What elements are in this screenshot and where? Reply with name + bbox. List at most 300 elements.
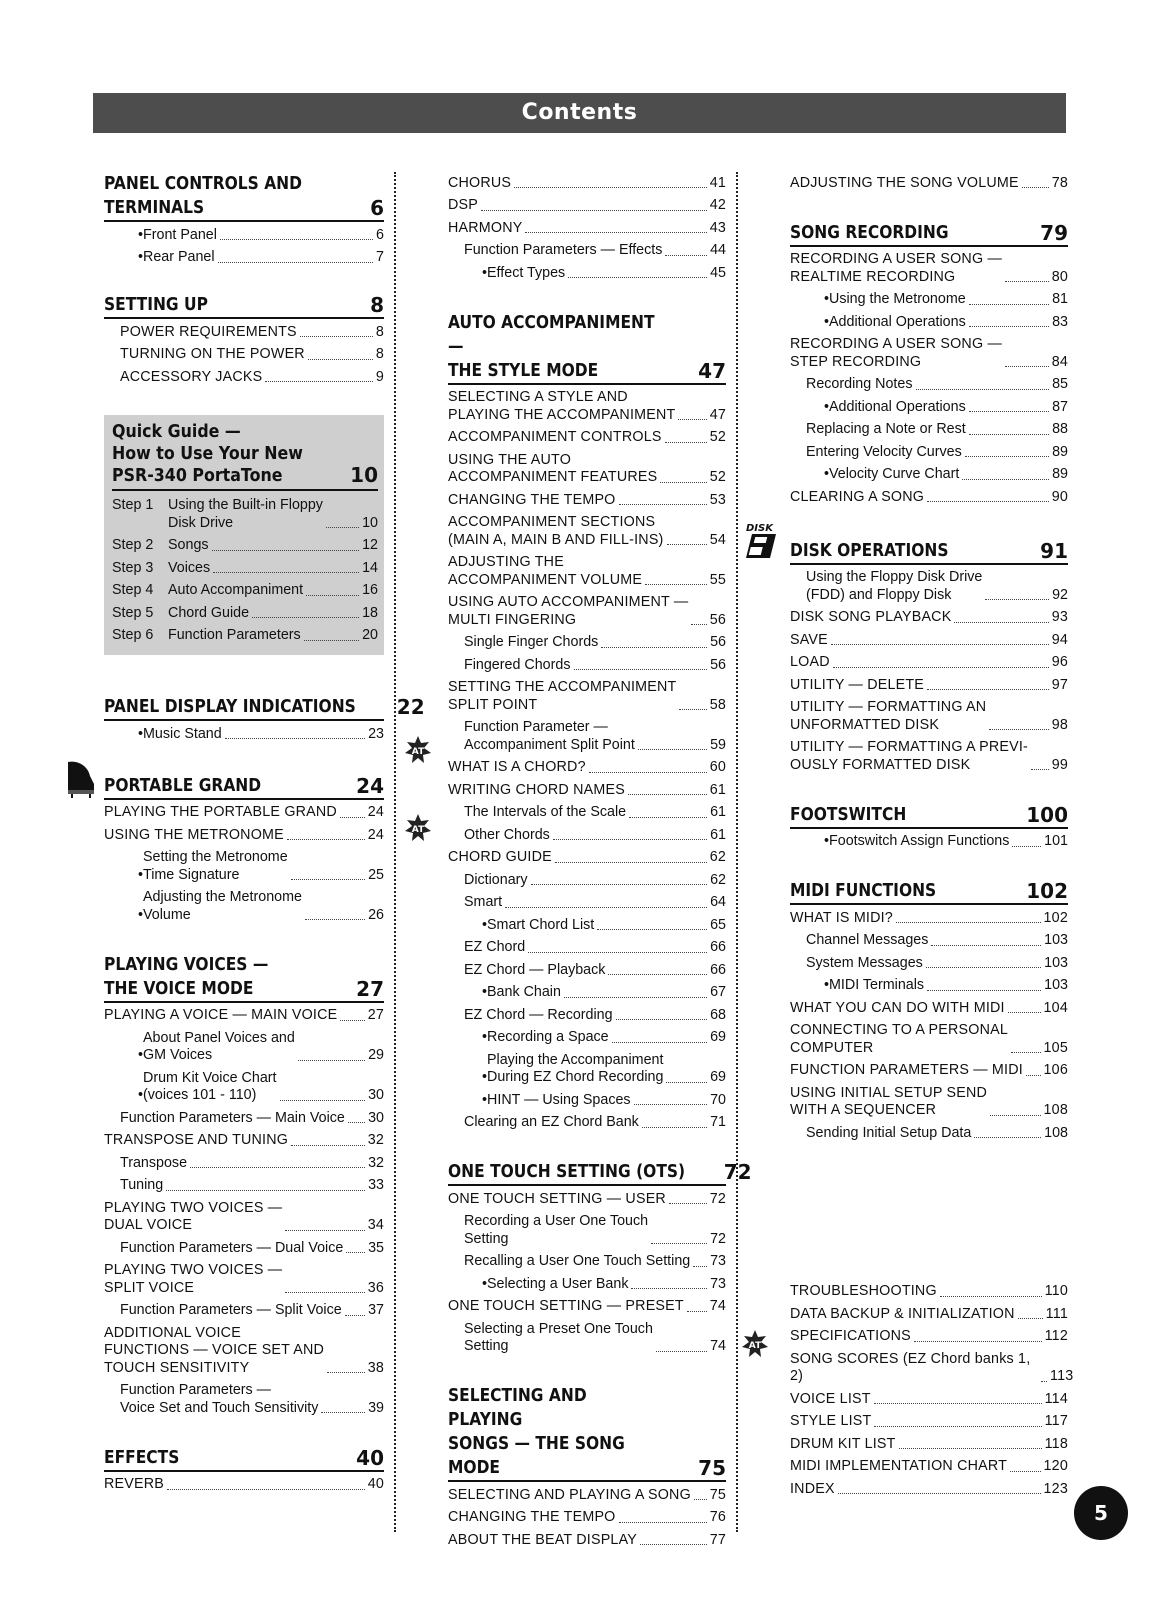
- dot-leader: [1041, 1381, 1047, 1382]
- toc-entry-label: • Playing the Accompaniment During EZ Chord Recording: [487, 1051, 664, 1085]
- section-heading[interactable]: FOOTSWITCH 100: [790, 802, 1068, 827]
- toc-entry[interactable]: [104, 1005, 384, 1028]
- toc-entry-page: 60: [709, 759, 726, 775]
- toc-entry[interactable]: [104, 1260, 384, 1300]
- section-heading[interactable]: PORTABLE GRAND 24: [104, 773, 384, 798]
- toc-entry[interactable]: [104, 1175, 384, 1198]
- toc-entry[interactable]: [104, 1300, 384, 1323]
- step-label: Songs: [168, 537, 209, 553]
- dot-leader: [678, 419, 706, 420]
- dot-leader: [669, 1203, 707, 1204]
- toc-entry[interactable]: [104, 847, 384, 887]
- toc-entry[interactable]: [790, 652, 1068, 675]
- toc-entry[interactable]: [104, 1474, 384, 1497]
- toc-entry-page: 42: [709, 197, 726, 213]
- toc-entry[interactable]: [448, 1004, 726, 1027]
- toc-entry[interactable]: [448, 1529, 726, 1552]
- toc-entry[interactable]: [104, 1322, 384, 1380]
- toc-entry[interactable]: [790, 1348, 1074, 1388]
- toc-entry-label: SELECTING A STYLE AND PLAYING THE ACCOMPANIMENT: [448, 389, 676, 423]
- dot-leader: [838, 1493, 1041, 1494]
- toc-entry[interactable]: [448, 779, 726, 802]
- toc-entry[interactable]: [790, 1122, 1068, 1145]
- dot-leader: [291, 879, 365, 880]
- toc-entry[interactable]: [790, 1326, 1068, 1349]
- toc-entry[interactable]: [104, 1197, 384, 1237]
- toc-entry[interactable]: [448, 1211, 726, 1251]
- toc-entry[interactable]: [790, 607, 1068, 630]
- toc-entry-page: 38: [367, 1359, 384, 1376]
- quick-guide-step[interactable]: [112, 580, 378, 603]
- toc-entry[interactable]: [448, 914, 726, 937]
- dot-leader: [564, 997, 707, 998]
- toc-entry-label: • Front Panel: [143, 226, 217, 243]
- toc-entry-label: PLAYING A VOICE — MAIN VOICE: [104, 1007, 338, 1023]
- toc-entry-page: 75: [709, 1486, 726, 1503]
- dot-leader: [305, 919, 365, 920]
- toc-entry-label: ACCESSORY JACKS: [120, 368, 263, 385]
- toc-entry-label: PLAYING TWO VOICES — SPLIT VOICE: [104, 1262, 283, 1296]
- toc-entry-page: 56: [709, 611, 726, 628]
- dot-leader: [619, 504, 707, 505]
- dot-leader: [927, 990, 1041, 991]
- toc-entry[interactable]: [790, 629, 1068, 652]
- toc-entry-page: 67: [710, 984, 726, 1000]
- dot-leader: [899, 1448, 1042, 1449]
- toc-entry[interactable]: [448, 427, 726, 450]
- dot-leader: [679, 709, 706, 710]
- toc-entry[interactable]: [448, 1112, 726, 1135]
- toc-entry[interactable]: [448, 1507, 726, 1530]
- toc-entry[interactable]: [790, 737, 1068, 777]
- toc-entry[interactable]: [104, 344, 384, 367]
- toc-entry-page: 98: [1051, 716, 1068, 733]
- dot-leader: [969, 304, 1049, 305]
- toc-entry[interactable]: [104, 824, 384, 847]
- toc-entry-label: Sending Initial Setup Data: [806, 1124, 972, 1141]
- toc-entry-page: 101: [1044, 833, 1068, 849]
- toc-entry-label: DSP: [448, 197, 478, 213]
- toc-entry[interactable]: [790, 975, 1068, 998]
- dot-leader: [601, 647, 707, 648]
- toc-entry-page: 94: [1051, 631, 1068, 648]
- toc-column-3: [790, 172, 1074, 1501]
- toc-entry[interactable]: [790, 930, 1068, 953]
- toc-entry[interactable]: [790, 1060, 1068, 1083]
- dot-leader: [285, 1230, 364, 1231]
- toc-entry-label: Replacing a Note or Rest: [806, 421, 966, 437]
- toc-entry-page: 110: [1044, 1283, 1068, 1299]
- toc-entry[interactable]: [790, 486, 1068, 509]
- toc-entry[interactable]: [448, 1188, 726, 1211]
- toc-entry-label: CONNECTING TO A PERSONAL COMPUTER: [790, 1022, 1008, 1056]
- toc-entry[interactable]: [448, 1273, 726, 1296]
- dot-leader: [1018, 1318, 1043, 1319]
- toc-entry[interactable]: [790, 172, 1068, 195]
- chord-hint-icon: [403, 812, 433, 846]
- dot-leader: [969, 411, 1049, 412]
- toc-entry-label: CHORD GUIDE: [448, 849, 552, 865]
- disk-icon: DISK: [746, 524, 782, 558]
- toc-entry[interactable]: [448, 552, 726, 592]
- dot-leader: [619, 1522, 707, 1523]
- dot-leader: [345, 1315, 365, 1316]
- quick-guide-step[interactable]: [112, 625, 378, 648]
- toc-entry[interactable]: [790, 952, 1068, 975]
- section-heading[interactable]: SETTING UP 8: [104, 293, 384, 317]
- toc-entry-page: 97: [1051, 676, 1068, 693]
- dot-leader: [525, 232, 706, 233]
- toc-entry[interactable]: [448, 654, 726, 677]
- toc-entry[interactable]: [790, 334, 1068, 374]
- toc-entry-page: 9: [375, 368, 384, 385]
- toc-entry-page: 103: [1044, 954, 1068, 971]
- step-page: 10: [362, 514, 378, 531]
- step-number: Step 4: [112, 582, 154, 598]
- toc-entry-label: PLAYING THE PORTABLE GRAND: [104, 804, 337, 820]
- toc-entry-label: WHAT YOU CAN DO WITH MIDI: [790, 999, 1005, 1016]
- section-heading[interactable]: SELECTING AND PLAYING SONGS — THE SONG MODE 75: [448, 1385, 726, 1480]
- dot-leader: [831, 644, 1049, 645]
- toc-entry-label: REVERB: [104, 1476, 164, 1492]
- toc-entry-label: Function Parameters — Voice Set and Touch Sensitivity: [120, 1382, 319, 1416]
- toc-entry[interactable]: [790, 1411, 1068, 1434]
- toc-entry[interactable]: [104, 224, 384, 247]
- toc-entry[interactable]: [448, 677, 726, 717]
- section-heading[interactable]: PLAYING VOICES — THE VOICE MODE 27: [104, 953, 384, 1001]
- toc-entry-page: 92: [1052, 586, 1068, 603]
- toc-entry[interactable]: [448, 262, 726, 285]
- toc-entry[interactable]: [448, 1318, 726, 1358]
- toc-entry-page: 7: [376, 249, 384, 265]
- dot-leader: [220, 239, 373, 240]
- toc-entry[interactable]: [790, 1388, 1068, 1411]
- toc-entry-page: 43: [709, 219, 726, 236]
- toc-entry[interactable]: [104, 723, 384, 746]
- dot-leader: [265, 381, 373, 382]
- toc-entry-page: 53: [709, 491, 726, 508]
- dot-leader: [874, 1426, 1041, 1427]
- toc-entry-label: HARMONY: [448, 219, 523, 236]
- toc-entry-label: USING THE AUTO ACCOMPANIMENT FEATURES: [448, 451, 658, 485]
- toc-entry[interactable]: [448, 512, 726, 552]
- toc-entry[interactable]: [790, 831, 1068, 854]
- toc-entry-label: DISK SONG PLAYBACK: [790, 609, 952, 625]
- toc-entry[interactable]: [448, 1027, 726, 1050]
- toc-entry-label: Function Parameters — Dual Voice: [120, 1239, 344, 1256]
- step-page: 12: [362, 537, 378, 553]
- toc-entry-label: RECORDING A USER SONG — REALTIME RECORDING: [790, 251, 1002, 285]
- toc-entry[interactable]: [448, 802, 726, 825]
- toc-entry[interactable]: [790, 396, 1068, 419]
- toc-entry[interactable]: [790, 1303, 1068, 1326]
- toc-entry-page: 85: [1052, 376, 1068, 392]
- toc-entry-page: 68: [710, 1006, 726, 1023]
- toc-entry[interactable]: [448, 592, 726, 632]
- toc-entry-page: 74: [709, 1298, 726, 1314]
- toc-entry-label: TURNING ON THE POWER: [120, 346, 305, 362]
- section-heading[interactable]: ONE TOUCH SETTING (OTS) 72: [448, 1160, 752, 1184]
- toc-entry-label: • Additional Operations: [829, 313, 966, 330]
- toc-entry[interactable]: [104, 887, 384, 927]
- dot-leader: [505, 907, 707, 908]
- dot-leader: [304, 640, 359, 641]
- section-heading[interactable]: SONG RECORDING 79: [790, 220, 1068, 245]
- toc-entry[interactable]: [448, 892, 726, 915]
- toc-entry-label: SONG SCORES (EZ Chord banks 1, 2): [790, 1350, 1031, 1384]
- toc-entry-label: Transpose: [120, 1154, 188, 1171]
- toc-entry-label: Recording a User One Touch Setting: [464, 1213, 649, 1247]
- toc-entry-label: Clearing an EZ Chord Bank: [464, 1114, 639, 1130]
- dot-leader: [481, 210, 707, 211]
- toc-column-1: [104, 172, 425, 1496]
- dot-leader: [218, 262, 374, 263]
- toc-entry-page: 66: [710, 961, 726, 978]
- toc-entry[interactable]: [448, 240, 726, 263]
- dot-leader: [640, 1544, 707, 1545]
- dot-leader: [954, 622, 1048, 623]
- toc-entry-page: 71: [710, 1114, 726, 1130]
- section-heading[interactable]: PANEL CONTROLS AND TERMINALS 6: [104, 173, 384, 220]
- toc-entry-page: 69: [710, 1029, 726, 1045]
- step-label: Voices: [168, 559, 211, 576]
- toc-entry[interactable]: [790, 697, 1068, 737]
- toc-entry[interactable]: [448, 1296, 726, 1319]
- step-label: Auto Accompaniment: [168, 582, 304, 598]
- toc-entry-page: 54: [709, 531, 726, 548]
- toc-entry-page: 45: [710, 264, 726, 281]
- toc-entry[interactable]: [790, 464, 1068, 487]
- dot-leader: [969, 434, 1049, 435]
- toc-entry[interactable]: [790, 1478, 1068, 1501]
- toc-entry[interactable]: [790, 374, 1068, 397]
- step-number: Step 2: [112, 537, 154, 553]
- dot-leader: [212, 550, 360, 551]
- toc-entry-label: Function Parameters — Split Voice: [120, 1302, 342, 1318]
- dot-leader: [298, 1060, 365, 1061]
- toc-entry[interactable]: [790, 567, 1068, 607]
- toc-entry-label: • Using the Metronome: [829, 291, 966, 307]
- dot-leader: [896, 922, 1041, 923]
- piano-icon: [64, 760, 98, 798]
- toc-column-2: [448, 172, 752, 1552]
- toc-entry-page: 6: [376, 226, 384, 243]
- toc-entry[interactable]: [448, 172, 726, 195]
- toc-entry[interactable]: [790, 997, 1068, 1020]
- dot-leader: [693, 1266, 707, 1267]
- toc-entry[interactable]: [448, 449, 726, 489]
- toc-entry[interactable]: [448, 717, 726, 757]
- toc-entry-page: 34: [367, 1217, 384, 1233]
- toc-entry-label: PLAYING TWO VOICES — DUAL VOICE: [104, 1199, 283, 1233]
- toc-entry[interactable]: [104, 1130, 384, 1153]
- toc-entry-page: 52: [709, 429, 726, 445]
- toc-entry[interactable]: [104, 1152, 384, 1175]
- toc-entry-label: Entering Velocity Curves: [806, 443, 962, 460]
- toc-entry-page: 62: [710, 871, 726, 888]
- toc-entry-page: 118: [1044, 1435, 1068, 1452]
- toc-entry-label: CLEARING A SONG: [790, 488, 925, 505]
- toc-entry[interactable]: [448, 387, 726, 427]
- toc-entry[interactable]: [448, 869, 726, 892]
- toc-entry[interactable]: [448, 824, 726, 847]
- toc-entry[interactable]: [104, 1380, 384, 1420]
- toc-entry-label: ADDITIONAL VOICE FUNCTIONS — VOICE SET AND TOUCH SENSITIVITY: [104, 1324, 325, 1376]
- toc-entry[interactable]: [448, 195, 726, 218]
- toc-entry[interactable]: [448, 959, 726, 982]
- toc-entry-label: • Additional Operations: [829, 398, 966, 415]
- toc-entry[interactable]: [790, 1281, 1068, 1304]
- dot-leader: [213, 572, 359, 573]
- dot-leader: [589, 772, 707, 773]
- toc-entry-page: 56: [710, 656, 726, 673]
- dot-leader: [927, 689, 1049, 690]
- toc-entry[interactable]: [448, 1251, 726, 1274]
- toc-entry[interactable]: [448, 1049, 726, 1089]
- toc-entry-page: 47: [709, 406, 726, 423]
- toc-entry-label: WRITING CHORD NAMES: [448, 781, 625, 798]
- toc-entry[interactable]: [448, 937, 726, 960]
- toc-entry-page: 52: [709, 469, 726, 485]
- toc-entry-page: 102: [1043, 909, 1068, 926]
- toc-entry-label: • Smart Chord List: [487, 916, 595, 933]
- toc-entry-page: 24: [367, 804, 384, 820]
- toc-entry-page: 44: [710, 242, 726, 258]
- dot-leader: [574, 669, 708, 670]
- contents-banner: Contents: [93, 93, 1066, 133]
- toc-entry-page: 90: [1051, 488, 1068, 505]
- dot-leader: [340, 817, 365, 818]
- section-heading[interactable]: MIDI FUNCTIONS 102: [790, 879, 1068, 903]
- quick-guide-step[interactable]: [112, 602, 378, 625]
- toc-entry-label: Channel Messages: [806, 932, 929, 948]
- toc-entry[interactable]: [104, 247, 384, 270]
- toc-entry-label: UTILITY — FORMATTING AN UNFORMATTED DISK: [790, 699, 987, 733]
- toc-entry[interactable]: [790, 1082, 1068, 1122]
- toc-entry-page: 29: [368, 1047, 384, 1063]
- toc-entry[interactable]: [448, 847, 726, 870]
- dot-leader: [528, 952, 707, 953]
- dot-leader: [1008, 1012, 1041, 1013]
- toc-entry-label: • About Panel Voices and GM Voices: [143, 1029, 295, 1063]
- toc-entry-page: 32: [367, 1132, 384, 1148]
- dot-leader: [833, 667, 1049, 668]
- dot-leader: [306, 595, 359, 596]
- dot-leader: [612, 1042, 707, 1043]
- dot-leader: [1011, 1052, 1041, 1053]
- dot-leader: [916, 389, 1050, 390]
- toc-entry[interactable]: [104, 366, 384, 389]
- toc-entry[interactable]: [790, 289, 1068, 312]
- dot-leader: [555, 862, 707, 863]
- toc-entry[interactable]: [448, 632, 726, 655]
- toc-entry-label: ACCOMPANIMENT SECTIONS (MAIN A, MAIN B AND FILL-INS): [448, 514, 664, 548]
- toc-entry-page: 69: [710, 1069, 726, 1085]
- toc-entry-page: 65: [710, 916, 726, 933]
- toc-entry-page: 40: [367, 1476, 384, 1492]
- toc-entry-label: TRANSPOSE AND TUNING: [104, 1132, 289, 1148]
- toc-entry[interactable]: [104, 802, 384, 825]
- toc-entry[interactable]: [790, 1020, 1068, 1060]
- toc-entry-label: CHANGING THE TEMPO: [448, 1509, 616, 1525]
- toc-entry-page: 62: [709, 849, 726, 865]
- quick-guide-step[interactable]: [112, 535, 378, 558]
- section-heading[interactable]: EFFECTS 40: [104, 1445, 384, 1470]
- toc-entry[interactable]: [104, 1237, 384, 1260]
- toc-entry[interactable]: [790, 249, 1068, 289]
- toc-entry-page: 25: [368, 866, 384, 883]
- dot-leader: [931, 945, 1041, 946]
- section-heading[interactable]: DISK OPERATIONS 91: [790, 538, 1068, 563]
- toc-entry-page: 56: [710, 634, 726, 650]
- toc-entry-label: ONE TOUCH SETTING — PRESET: [448, 1298, 684, 1314]
- dot-leader: [340, 1020, 364, 1021]
- toc-entry-page: 108: [1043, 1102, 1068, 1118]
- column-divider: [736, 172, 738, 1532]
- step-page: 16: [362, 582, 378, 598]
- dot-leader: [666, 1082, 707, 1083]
- quick-guide-step[interactable]: [112, 557, 378, 580]
- dot-leader: [965, 456, 1049, 457]
- toc-entry[interactable]: [790, 907, 1068, 930]
- toc-entry-label: Other Chords: [464, 826, 550, 843]
- dot-leader: [287, 839, 365, 840]
- step-number: Step 3: [112, 559, 154, 576]
- toc-entry-label: • Selecting a User Bank: [487, 1275, 629, 1292]
- toc-entry-label: POWER REQUIREMENTS: [120, 323, 297, 340]
- toc-entry[interactable]: [790, 311, 1068, 334]
- dot-leader: [927, 501, 1049, 502]
- toc-entry-page: 123: [1043, 1480, 1068, 1497]
- quick-guide-step[interactable]: [112, 495, 378, 535]
- toc-entry[interactable]: [790, 419, 1068, 442]
- toc-entry-page: 72: [710, 1230, 726, 1247]
- toc-entry[interactable]: [448, 217, 726, 240]
- dot-leader: [553, 839, 707, 840]
- toc-entry-label: DRUM KIT LIST: [790, 1435, 896, 1452]
- toc-entry-label: Function Parameters — Main Voice: [120, 1109, 345, 1126]
- dot-leader: [1031, 769, 1049, 770]
- quick-guide-heading[interactable]: Quick Guide — How to Use Your New PSR-340 PortaTone 10: [112, 421, 378, 491]
- section-heading[interactable]: PANEL DISPLAY INDICATIONS 22: [104, 695, 425, 719]
- toc-entry[interactable]: [448, 489, 726, 512]
- toc-entry[interactable]: [790, 441, 1068, 464]
- dot-leader: [660, 482, 706, 483]
- toc-entry[interactable]: [448, 1089, 726, 1112]
- toc-entry[interactable]: [104, 1067, 384, 1107]
- dot-leader: [346, 1252, 365, 1253]
- toc-entry[interactable]: [790, 674, 1068, 697]
- step-page: 18: [362, 604, 378, 621]
- toc-entry-label: Fingered Chords: [464, 656, 571, 673]
- toc-entry-page: 58: [709, 696, 726, 713]
- toc-entry-page: 32: [368, 1154, 384, 1171]
- svg-text:AT: AT: [411, 825, 425, 835]
- section-heading[interactable]: AUTO ACCOMPANIMENT — THE STYLE MODE 47: [448, 311, 726, 383]
- toc-entry[interactable]: [104, 321, 384, 344]
- toc-entry[interactable]: [790, 1433, 1068, 1456]
- toc-entry-page: 8: [375, 346, 384, 362]
- dot-leader: [974, 1137, 1041, 1138]
- toc-entry[interactable]: [448, 1484, 726, 1507]
- toc-entry[interactable]: [104, 1027, 384, 1067]
- toc-entry-label: • Footswitch Assign Functions: [829, 833, 1010, 849]
- toc-entry[interactable]: [104, 1107, 384, 1130]
- toc-entry[interactable]: [448, 757, 726, 780]
- toc-entry[interactable]: [790, 1456, 1068, 1479]
- toc-entry[interactable]: [448, 982, 726, 1005]
- quick-guide-box: [104, 415, 384, 656]
